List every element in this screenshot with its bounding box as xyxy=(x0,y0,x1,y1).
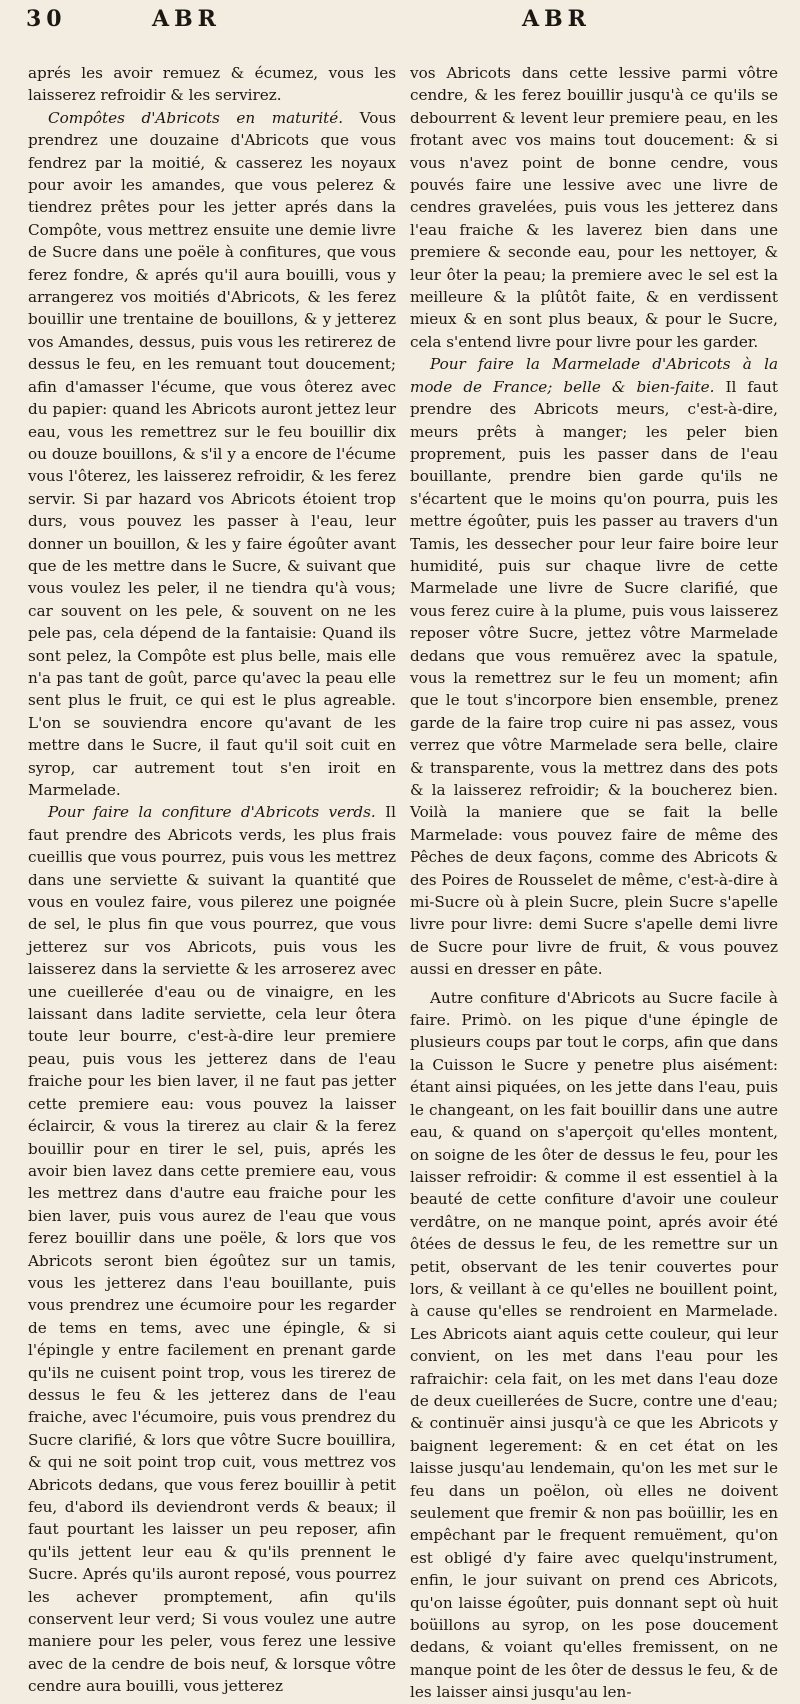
running-head-right: ABR xyxy=(522,6,591,32)
paragraph xyxy=(28,107,396,802)
section-title: Pour faire la Marmelade d'Abricots à la mode de France; belle & bien-faite. xyxy=(410,355,778,396)
paragraph-text: aprés les avoir remuez & écumez, vous les laisserez refroidir & les servirez. xyxy=(28,64,396,105)
right-column xyxy=(410,62,778,1704)
left-column xyxy=(28,62,396,1698)
paragraph xyxy=(410,62,778,353)
running-head-left: ABR xyxy=(152,6,221,32)
page-number: 30 xyxy=(26,6,67,32)
paragraph xyxy=(28,62,396,107)
paragraph-text: Autre confiture d'Abricots au Sucre facile à faire. Primò. on les pique d'une épingle de plusieurs coups par tout le corps, afin que dans la Cuisson le Sucre y penetre plus aisément: étant ainsi piquées, on les jette dans l'eau, puis le changeant, on les fait bouillir dans une autre eau, & quand on s'aperçoit qu'elles montent, on soigne de les ôter de dessus le feu, pour les laisser refroidir: & comme il est essentiel à la beauté de cette confiture d'avoir une couleur verdâtre, on ne manque point, aprés avoir été ôtées de dessus le feu, de les remettre sur un petit, observant de les tenir couvertes pour lors, & veillant à ce qu'elles ne bouillent point, à cause qu'elles se rendroient en Marmelade. Les Abricots aiant aquis cette couleur, qui leur convient, on les met dans l'eau pour les rafraichir: cela fait, on les met dans l'eau doze de deux cueillerées de Sucre, contre une d'eau; & continuër ainsi jusqu'à ce que les Abricots y baignent legerement: & en cet état on les laisse jusqu'au lendemain, qu'on les met sur le feu dans un poëlon, où elles ne doivent seulement que fremir & non pas boüillir, les en empêchant par le frequent remuëment, qu'on est obligé d'y faire avec quelqu'instrument, enfin, le jour suivant on prend ces Abricots, qu'on laisse égoûter, puis donnant sept où huit boüillons au syrop, on les pose doucement dedans, & voiant qu'elles fremissent, on ne manque point de les ôter de dessus le feu, & de les laisser ainsi jusqu'au len- xyxy=(410,988,778,1702)
paragraph-text: vos Abricots dans cette lessive parmi vôtre cendre, & les ferez bouillir jusqu'à ce qu'ils se debourrent & levent leur premiere peau, en les frotant avec vos mains tout doucement: & si vous n'avez point de bonne cendre, vous pouvés faire une lessive avec une livre de cendres gravelées, puis vous les jetterez dans l'eau fraiche & les laverez bien dans une premiere & seconde eau, pour les nettoyer, & leur ôter la peau; la premiere avec le sel est la meilleure & la plûtôt faite, & en verdissent mieux & en sont plus beaux, & pour le Sucre, cela s'entend livre pour livre pour les garder. xyxy=(410,64,778,351)
paragraph-text: Il faut prendre des Abricots meurs, c'est-à-dire, meurs prêts à manger; les peler bien proprement, puis les passer dans de l'eau bouillante, prendre bien garde qu'ils ne s'écartent que le moins qu'on pourra, puis les mettre égoûter, puis les passer au travers d'un Tamis, les dessecher pour leur faire boire leur humidité, puis sur chaque livre de cette Marmelade une livre de Sucre clarifié, que vous ferez cuire à la plume, puis vous laisserez reposer vôtre Sucre, jettez vôtre Marmelade dedans que vous remuërez avec la spatule, vous la remettrez sur le feu un moment; afin que le tout s'incorpore bien ensemble, prenez garde de la faire trop cuire ni pas assez, vous verrez que vôtre Marmelade sera belle, claire & transparente, vous la mettrez dans des pots & la laisserez refroidir; & la boucherez bien. Voilà la maniere que se fait la belle Marmelade: vous pouvez faire de même des Pêches de deux façons, comme des Abricots & des Poires de Rousselet de même, c'est-à-dire à mi-Sucre où à plein Sucre, plein Sucre s'apelle livre pour livre: demi Sucre s'apelle demi livre de Sucre pour livre de fruit, & vous pouvez aussi en dresser en pâte. xyxy=(410,377,778,979)
paragraph-text: Il faut prendre des Abricots verds, les plus frais cueillis que vous pourrez, puis vous les mettrez dans une serviette & suivant la quantité que vous en voulez faire, vous pilerez une poignée de sel, le plus fin que vous pourrez, que vous jetterez sur vos Abricots, puis vous les laisserez dans la serviette & les arroserez avec une cueillerée d'eau ou de vinaigre, en les laissant dans ladite serviette, cela leur ôtera toute leur bourre, c'est-à-dire leur premiere peau, puis vous les jetterez dans de l'eau fraiche pour les bien laver, il ne faut pas jetter cette premiere eau: vous pouvez la laisser éclaircir, & vous la tirerez au clair & la ferez bouillir pour en tirer le sel, puis, aprés les avoir bien lavez dans cette premiere eau, vous les mettrez dans d'autre eau fraiche pour les bien laver, puis vous aurez de l'eau que vous ferez bouillir dans une poële, & lors que vos Abricots seront bien égoûtez sur un tamis, vous les jetterez dans l'eau bouillante, puis vous prendrez une écumoire pour les regarder de tems en tems, avec une épingle, & si l'épingle y entre facilement en prenant garde qu'ils ne cuisent point trop, vous les tirerez de dessus le feu & les jetterez dans de l'eau fraiche, avec l'écumoire, puis vous prendrez du Sucre clarifié, & lors que vôtre Sucre bouillira, & qui ne soit point trop cuit, vous mettrez vos Abricots dedans, que vous ferez bouillir à petit feu, d'abord ils deviendront verds & beaux; il faut pourtant les laisser un peu reposer, afin qu'ils jettent leur eau & qu'ils prennent le Sucre. Aprés qu'ils auront reposé, vous pourrez les achever promptement, afin qu'ils conservent leur verd; Si vous voulez une autre maniere pour les peler, vous ferez une lessive avec de la cendre de bois neuf, & lorsque vôtre cendre aura bouilli, vous jetterez xyxy=(28,803,396,1696)
section-title: Pour faire la confiture d'Abricots verds. xyxy=(48,803,376,822)
paragraph xyxy=(28,801,396,1697)
section-title: Compôtes d'Abricots en maturité. xyxy=(48,108,344,127)
paragraph xyxy=(410,987,778,1704)
paragraph xyxy=(410,353,778,980)
paragraph-text: Vous prendrez une douzaine d'Abricots que vous fendrez par la moitié, & casserez les noyaux pour avoir les amandes, que vous pelerez & tiendrez prêtes pour les jetter aprés dans la Compôte, vous mettrez ensuite une demie livre de Sucre dans une poële à confitures, que vous ferez fondre, & aprés qu'il aura bouilli, vous y arrangerez vos moitiés d'Abricots, & les ferez bouillir une trentaine de bouillons, & y jetterez vos Amandes, dessus, puis vous les retirerez de dessus le feu, en les remuant tout doucement; afin d'amasser l'écume, que vous ôterez avec du papier: quand les Abricots auront jettez leur eau, vous les remettrez sur le feu bouillir dix ou douze bouillons, & s'il y a encore de l'écume vous l'ôterez, les laisserez refroidir, & les ferez servir. Si par hazard vos Abricots étoient trop durs, vous pouvez les passer à l'eau, leur donner un bouillon, & les y faire égoûter avant que de les mettre dans le Sucre, & suivant que vous voulez les peler, il ne tiendra qu'à vous; car souvent on les pele, & souvent on ne les pele pas, cela dépend de la fantaisie: Quand ils sont pelez, la Compôte est plus belle, mais elle n'a pas tant de goût, parce qu'avec la peau elle sent plus le fruit, ce qui est le plus agreable. L'on se souviendra encore qu'avant de les mettre dans le Sucre, il faut qu'il soit cuit en syrop, car autrement tout s'en iroit en Marmelade. xyxy=(28,108,396,799)
